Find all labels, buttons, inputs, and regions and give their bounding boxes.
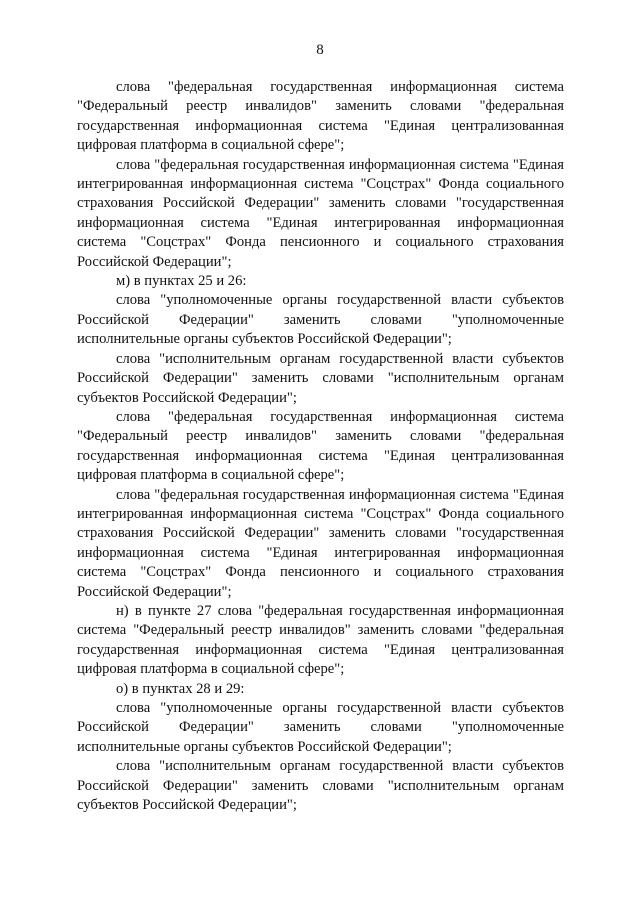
document-body (77, 78, 564, 815)
page-number: 8 (316, 42, 324, 58)
paragraph: о) в пунктах 28 и 29: (116, 680, 245, 697)
paragraph: слова "уполномоченные органы государственной власти субъектов Российской Федерации" заменить словами "уполномоченные исполнительные органы субъектов Российской Федерации"; (77, 292, 564, 348)
paragraph: слова "федеральная государственная информационная система "Единая интегрированная информационная система "Соцстрах" Фонда социального страхования Российской Федерации" заменить словами "государственная информационная система "Единая интегрированная информационная система "Соцстрах" Фонда пенсионного и социального страхования Российской Федерации"; (77, 156, 564, 270)
paragraph: слова "федеральная государственная информационная система "Федеральный реестр инвалидов" заменить словами "федеральная государственная информационная система "Единая централизованная цифровая платформа в социальной сфере"; (77, 408, 564, 484)
paragraph: м) в пунктах 25 и 26: (116, 273, 247, 290)
paragraph: слова "исполнительным органам государственной власти субъектов Российской Федерации" заменить словами "исполнительным органам субъектов Российской Федерации"; (77, 350, 564, 406)
paragraph: н) в пункте 27 слова "федеральная государственная информационная система "Федеральный реестр инвалидов" заменить словами "федеральная государственная информационная система "Единая централизованная цифровая платформа в социальной сфере"; (77, 602, 564, 678)
paragraph: слова "исполнительным органам государственной власти субъектов Российской Федерации" заменить словами "исполнительным органам субъектов Российской Федерации"; (77, 758, 564, 814)
paragraph: слова "федеральная государственная информационная система "Единая интегрированная информационная система "Соцстрах" Фонда социального страхования Российской Федерации" заменить словами "государственная информационная система "Единая интегрированная информационная система "Соцстрах" Фонда пенсионного и социального страхования Российской Федерации"; (77, 486, 564, 600)
paragraph: слова "федеральная государственная информационная система "Федеральный реестр инвалидов" заменить словами "федеральная государственная информационная система "Единая централизованная цифровая платформа в социальной сфере"; (77, 79, 564, 154)
paragraph: слова "уполномоченные органы государственной власти субъектов Российской Федерации" заменить словами "уполномоченные исполнительные органы субъектов Российской Федерации"; (77, 700, 564, 755)
